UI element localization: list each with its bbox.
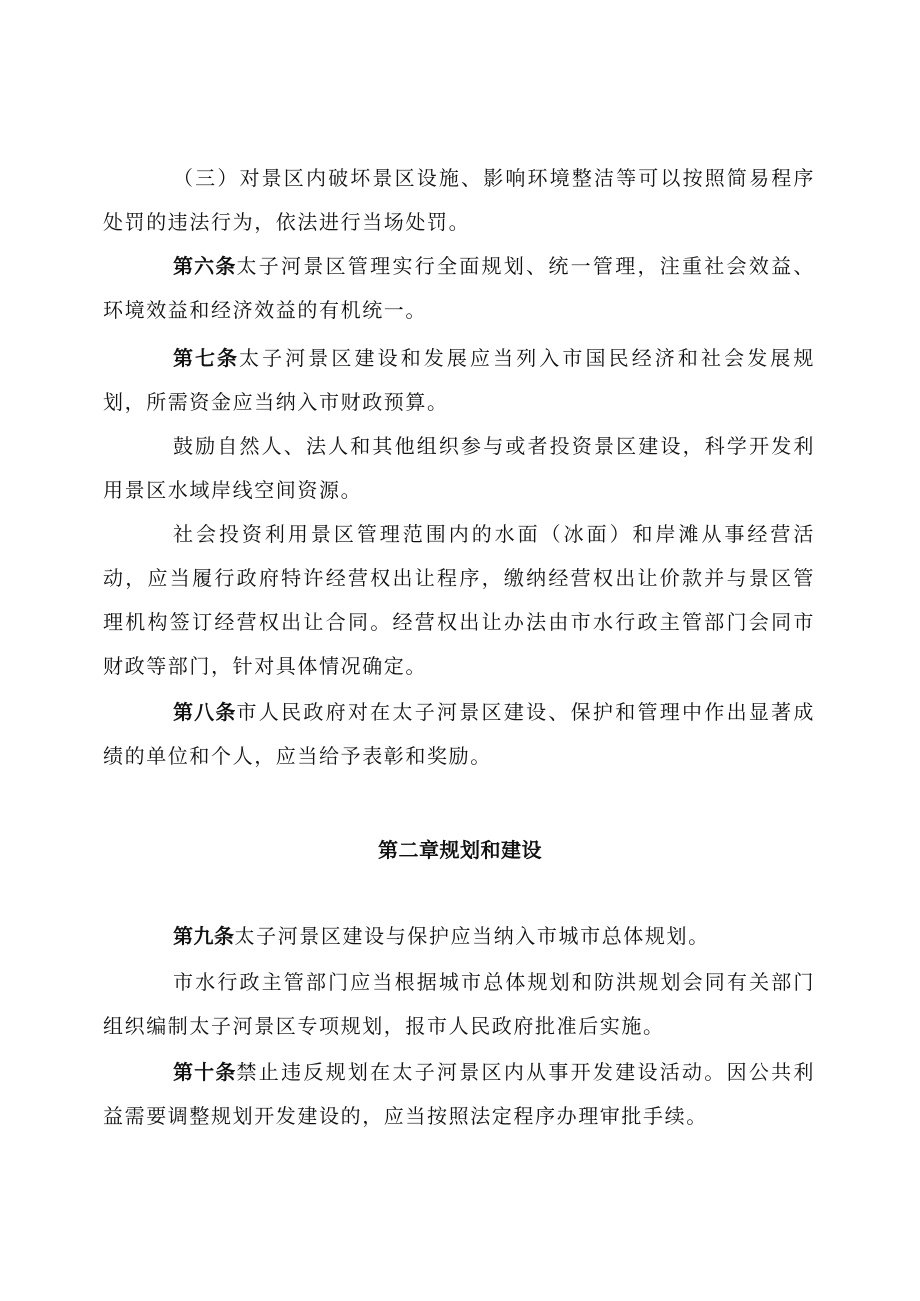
article-text: 市人民政府对在太子河景区建设、保护和管理中作出显著成绩的单位和个人，应当给予表彰和奖励。 xyxy=(103,700,815,768)
article-6 xyxy=(103,244,815,332)
paragraph-item-3 xyxy=(103,156,815,244)
article-heading: 第六条 xyxy=(173,254,237,278)
article-heading: 第八条 xyxy=(173,700,237,724)
article-text: 太子河景区建设和发展应当列入市国民经济和社会发展规划，所需资金应当纳入市财政预算。 xyxy=(103,346,815,414)
article-heading: 第十条 xyxy=(173,1060,237,1084)
paragraph-text: 鼓励自然人、法人和其他组织参与或者投资景区建设，科学开发利用景区水域岸线空间资源。 xyxy=(103,434,815,502)
article-10 xyxy=(103,1050,815,1138)
chapter-title: 第二章规划和建设 xyxy=(378,838,542,862)
article-9-paragraph-2 xyxy=(103,960,815,1048)
article-8 xyxy=(103,690,815,778)
article-7-paragraph-2 xyxy=(103,424,815,512)
article-9 xyxy=(103,914,815,958)
article-text: 禁止违反规划在太子河景区内从事开发建设活动。因公共利益需要调整规划开发建设的，应当按照法定程序办理审批手续。 xyxy=(103,1060,815,1128)
article-heading: 第七条 xyxy=(173,346,239,370)
article-heading: 第九条 xyxy=(173,924,235,948)
article-7 xyxy=(103,336,815,424)
article-text: 太子河景区管理实行全面规划、统一管理，注重社会效益、环境效益和经济效益的有机统一。 xyxy=(103,254,815,322)
paragraph-text: 市水行政主管部门应当根据城市总体规划和防洪规划会同有关部门组织编制太子河景区专项规划，报市人民政府批准后实施。 xyxy=(103,970,815,1038)
paragraph-text: 社会投资利用景区管理范围内的水面（冰面）和岸滩从事经营活动，应当履行政府特许经营权出让程序，缴纳经营权出让价款并与景区管理机构签订经营权出让合同。经营权出让办法由市水行政主管部门会同市财政等部门，针对具体情况确定。 xyxy=(103,522,815,678)
article-7-paragraph-3 xyxy=(103,512,815,688)
article-text: 太子河景区建设与保护应当纳入市城市总体规划。 xyxy=(234,924,710,948)
paragraph-text: （三）对景区内破坏景区设施、影响环境整洁等可以按照简易程序处罚的违法行为，依法进行当场处罚。 xyxy=(103,166,815,234)
